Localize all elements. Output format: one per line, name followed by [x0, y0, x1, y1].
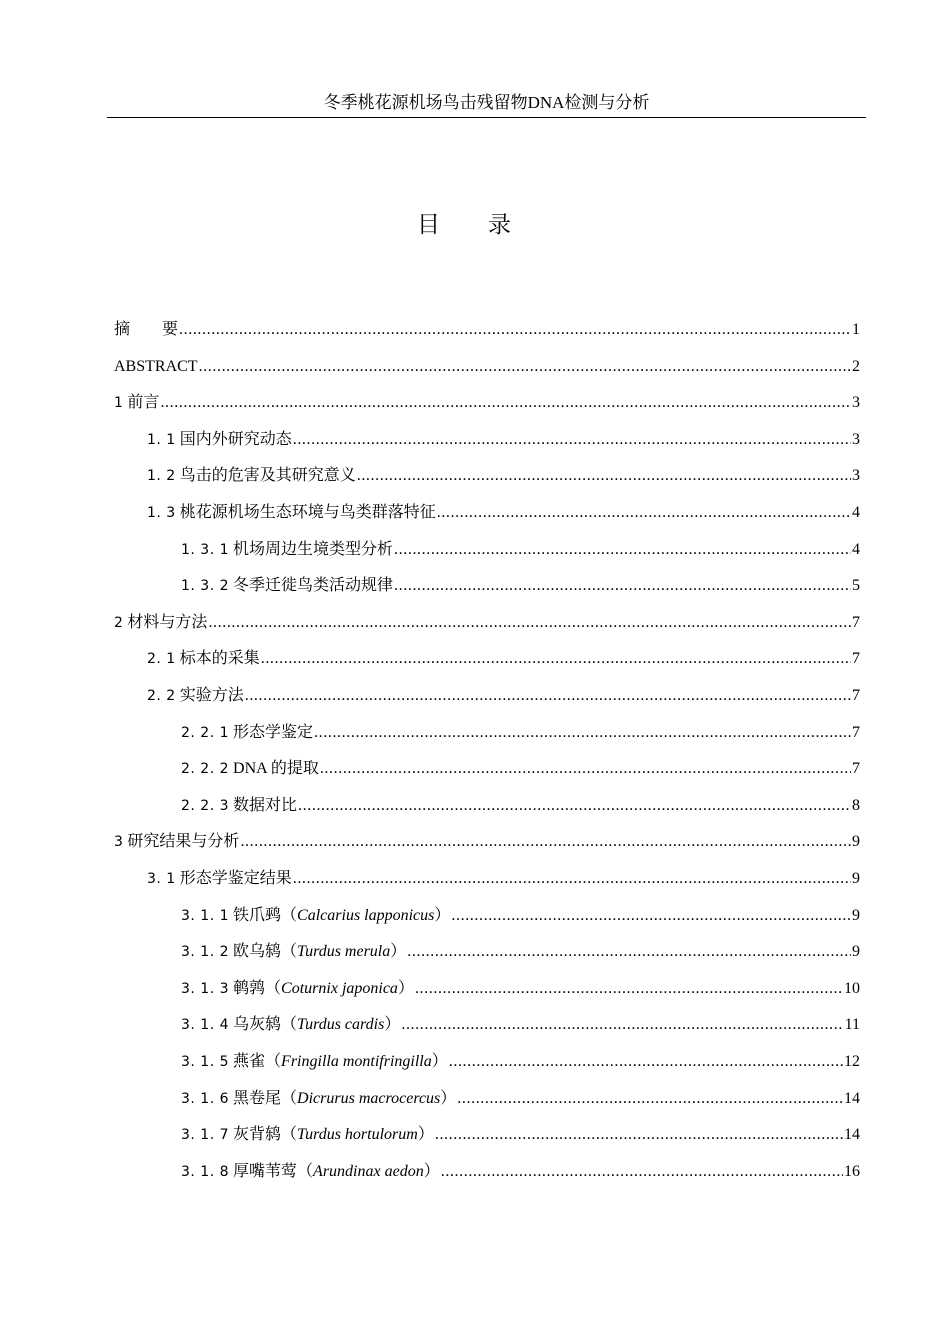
dot-leader [208, 612, 851, 634]
toc-entry[interactable] [181, 1124, 860, 1146]
toc-entry[interactable] [147, 429, 860, 451]
toc-entry-number: 3. 1. 1 [181, 907, 230, 924]
toc-entry-close-paren: ） [440, 1089, 457, 1107]
toc-entry-close-paren: ） [431, 1053, 448, 1070]
toc-entry-label [114, 831, 239, 853]
toc-entry-text: 前言 [127, 394, 160, 412]
toc-entry-label [147, 685, 244, 707]
toc-entry-text: 铁爪鹀（ [233, 906, 298, 924]
toc-entry[interactable] [181, 722, 860, 744]
toc-entry-number: 2. 1 [147, 651, 176, 668]
dot-leader [451, 905, 851, 927]
toc-entry-label [114, 392, 159, 414]
toc-entry[interactable] [181, 1051, 860, 1073]
toc-entry-text: 材料与方法 [127, 613, 208, 631]
toc-entry-label [181, 1014, 400, 1036]
toc-entry-species-name: Turdus cardis [297, 1016, 385, 1034]
toc-entry-species-name: Calcarius lapponicus [297, 906, 435, 924]
toc-entry[interactable] [147, 685, 860, 707]
toc-entry[interactable] [181, 1014, 860, 1036]
toc-entry-text: 鹌鹑（ [233, 979, 282, 997]
toc-entry-number: 1. 3. 1 [181, 541, 230, 558]
toc-title: 目录 [417, 212, 559, 237]
toc-entry-text: 数据对比 [233, 796, 298, 814]
toc-entry-label [147, 465, 356, 487]
toc-entry-close-paren: ） [434, 906, 451, 924]
toc-entry-text: 欧乌鸫（ [233, 943, 298, 961]
toc-entry-text: 乌灰鸫（ [233, 1016, 298, 1034]
toc-entry-page: 4 [852, 504, 860, 521]
toc-entry-number: 3. 1. 6 [181, 1090, 230, 1107]
toc-entry-page: 7 [852, 650, 860, 668]
toc-entry[interactable] [147, 868, 860, 890]
dot-leader [394, 575, 851, 597]
toc-entry[interactable] [114, 356, 860, 378]
toc-entry[interactable] [181, 941, 860, 963]
dot-leader [293, 868, 851, 890]
toc-entry-label [181, 941, 406, 963]
toc-entry-text: 实验方法 [179, 687, 244, 704]
toc-entry-page: 8 [852, 796, 860, 814]
toc-entry-page: 7 [852, 687, 860, 704]
toc-entry-number: 2. 2. 1 [181, 724, 230, 741]
toc-entry[interactable] [114, 831, 860, 853]
toc-entry-label [181, 1161, 440, 1183]
toc-entry-label [147, 429, 292, 451]
toc-entry-label [114, 356, 198, 378]
toc-entry-text: 摘 要 [114, 321, 179, 338]
toc-entry-number: 3. 1. 3 [181, 980, 230, 997]
dot-leader [394, 539, 851, 561]
toc-entry-number: 1. 3 [147, 505, 176, 521]
toc-entry-text: 灰背鸫（ [233, 1126, 298, 1144]
dot-leader [357, 465, 851, 487]
toc-entry[interactable] [114, 612, 860, 634]
running-header: 冬季桃花源机场鸟击残留物DNA检测与分析 [323, 93, 650, 112]
toc-entry-number: 2. 2. 2 [181, 761, 230, 778]
toc-entry-label [114, 319, 178, 341]
toc-entry-number: 3. 1. 5 [181, 1054, 230, 1070]
dot-leader [314, 722, 851, 744]
toc-entry-label [181, 575, 393, 597]
toc-entry-label [181, 539, 393, 561]
toc-entry-page: 5 [852, 577, 860, 595]
toc-entry-label [181, 758, 319, 780]
toc-entry-text: 黑卷尾（ [233, 1089, 298, 1107]
dot-leader [457, 1088, 843, 1110]
toc-entry-text: 标本的采集 [179, 650, 260, 668]
toc-entry-page: 4 [852, 540, 860, 558]
toc-entry-close-paren: ） [417, 1126, 434, 1144]
toc-entry[interactable] [181, 795, 860, 817]
dot-leader [437, 502, 851, 524]
toc-entry-label [147, 648, 260, 670]
toc-entry-label [181, 1088, 456, 1110]
toc-entry-species-name: Fringilla montifringilla [281, 1053, 432, 1070]
toc-entry[interactable] [181, 905, 860, 927]
toc-entry-number: 1 [114, 395, 124, 412]
toc-entry-species-name: Arundinax aedon [313, 1162, 424, 1180]
toc-entry-number: 3. 1 [147, 871, 176, 887]
toc-entry-number: 3. 1. 4 [181, 1017, 230, 1034]
toc-entry-number: 3. 1. 7 [181, 1127, 230, 1144]
toc-entry-text: 燕雀（ [233, 1053, 282, 1070]
toc-entry-number: 1. 1 [147, 431, 176, 448]
toc-entry-text: 国内外研究动态 [179, 430, 292, 448]
dot-leader [240, 831, 851, 853]
dot-leader [435, 1124, 843, 1146]
dot-leader [441, 1161, 843, 1183]
dot-leader [293, 429, 851, 451]
toc-entry-label [181, 978, 414, 1000]
header-rule [107, 117, 866, 118]
toc-entry[interactable] [181, 575, 860, 597]
toc-entry-page: 12 [844, 1053, 860, 1070]
toc-entry[interactable] [181, 978, 860, 1000]
toc-entry[interactable] [181, 1088, 860, 1110]
toc-entry-text: 研究结果与分析 [127, 833, 240, 851]
toc-entry-number: 3 [114, 834, 124, 851]
dot-leader [261, 648, 851, 670]
toc-entry-page: 7 [852, 723, 860, 741]
toc-entry-species-name: Coturnix japonica [281, 979, 398, 997]
toc-entry-page: 14 [844, 1089, 860, 1107]
toc-entry-text: 桃花源机场生态环境与鸟类群落特征 [179, 504, 436, 521]
toc-entry-page: 7 [852, 760, 860, 778]
toc-entry-page: 9 [852, 833, 860, 851]
toc-entry[interactable] [147, 465, 860, 487]
toc-entry-label [147, 868, 292, 890]
toc-entry-page: 7 [852, 613, 860, 631]
toc-entry-text: ABSTRACT [114, 357, 198, 375]
toc-entry-species-name: Turdus hortulorum [297, 1126, 418, 1144]
toc-entry-page: 9 [852, 906, 860, 924]
toc-entry[interactable] [114, 392, 860, 414]
toc-entry-species-name: Dicrurus macrocercus [297, 1089, 441, 1107]
toc-entry-label [181, 795, 297, 817]
dot-leader [179, 319, 851, 341]
toc-entry-number: 3. 1. 2 [181, 944, 230, 961]
toc-entry[interactable] [114, 319, 860, 341]
toc-entry-number: 3. 1. 8 [181, 1163, 230, 1180]
toc-entry-page: 9 [852, 870, 860, 887]
toc-entry-label [181, 1051, 448, 1073]
toc-entry-page: 1 [852, 321, 860, 338]
toc-entry[interactable] [181, 1161, 860, 1183]
toc-entry-label [181, 1124, 434, 1146]
toc-entry-close-paren: ） [384, 1016, 401, 1034]
toc-entry-species-name: Turdus merula [297, 943, 391, 961]
toc-entry-text: 机场周边生境类型分析 [233, 540, 394, 558]
toc-entry-page: 11 [844, 1016, 860, 1034]
toc-entry-page: 16 [844, 1162, 860, 1180]
toc-entry-page: 9 [852, 943, 860, 961]
toc-entry-page: 3 [852, 394, 860, 412]
toc-entry-label [114, 612, 207, 634]
toc-entry-text: 鸟击的危害及其研究意义 [179, 467, 356, 485]
toc-entry-page: 2 [852, 357, 860, 375]
toc-entry[interactable] [181, 539, 860, 561]
toc-entry-close-paren: ） [397, 979, 414, 997]
toc-entry-number: 2. 2. 3 [181, 797, 230, 814]
dot-leader [415, 978, 843, 1000]
toc-entry-page: 3 [852, 430, 860, 448]
toc-entry[interactable] [147, 648, 860, 670]
toc-entry[interactable] [181, 758, 860, 780]
toc-entry-page: 14 [844, 1126, 860, 1144]
toc-entry-close-paren: ） [390, 943, 407, 961]
toc-entry-close-paren: ） [423, 1162, 440, 1180]
dot-leader [407, 941, 851, 963]
toc-entry-label [147, 502, 436, 524]
dot-leader [401, 1014, 843, 1036]
dot-leader [245, 685, 851, 707]
dot-leader [160, 392, 851, 414]
toc-entry-text: DNA 的提取 [233, 760, 319, 778]
toc-entry-label [181, 722, 313, 744]
toc-entry-text: 形态学鉴定结果 [179, 870, 292, 887]
toc-entry-number: 1. 3. 2 [181, 578, 230, 595]
toc-entry-number: 1. 2 [147, 468, 176, 485]
toc-entry-text: 形态学鉴定 [233, 723, 314, 741]
toc-entry-number: 2. 2 [147, 688, 176, 704]
toc-entry-page: 3 [852, 467, 860, 485]
toc-entry-text: 厚嘴苇莺（ [233, 1162, 314, 1180]
dot-leader [298, 795, 851, 817]
toc-entry-label [181, 905, 450, 927]
toc-entry[interactable] [147, 502, 860, 524]
toc-entry-page: 10 [844, 979, 860, 997]
toc-entry-text: 冬季迁徙鸟类活动规律 [233, 577, 394, 595]
toc-entry-number: 2 [114, 614, 124, 631]
dot-leader [199, 356, 851, 378]
dot-leader [449, 1051, 843, 1073]
dot-leader [320, 758, 851, 780]
